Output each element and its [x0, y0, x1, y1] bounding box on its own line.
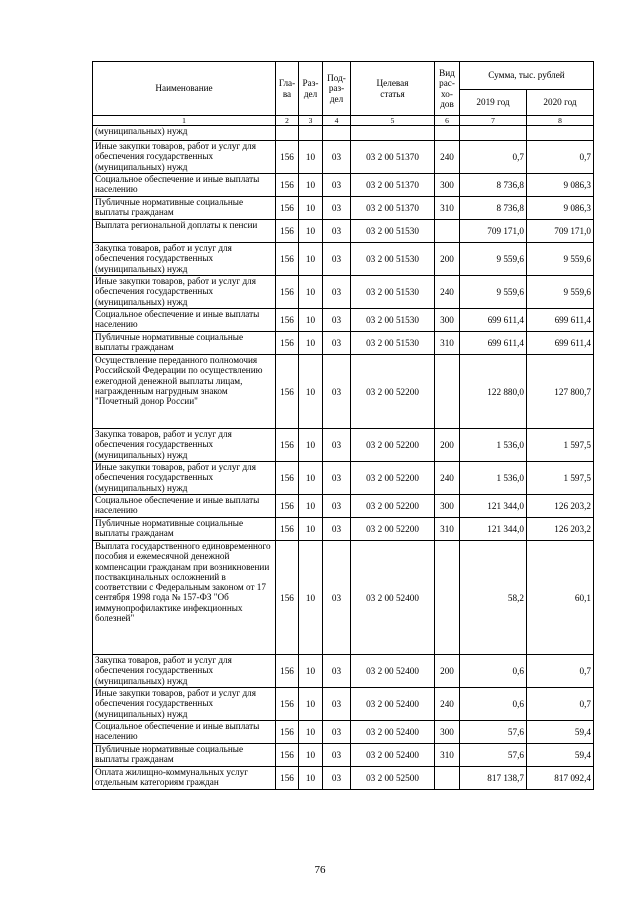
row-glava: 156: [276, 429, 299, 462]
table-row: [93, 518, 594, 541]
row-name: Закупка товаров, работ и услуг для обеспечения государственных (муниципальных) нужд: [93, 243, 276, 276]
row-razdel: 10: [299, 429, 323, 462]
row-vid: 200: [435, 243, 460, 276]
table-row: [93, 429, 594, 462]
row-podrazdel: 03: [323, 220, 351, 243]
row-podrazdel: 03: [323, 197, 351, 220]
row-razdel: 10: [299, 744, 323, 767]
row-vid: 310: [435, 332, 460, 355]
col-number: 3: [299, 116, 323, 126]
row-sum-2020: 9 559,6: [527, 243, 594, 276]
row-glava: 156: [276, 355, 299, 429]
row-glava: 156: [276, 332, 299, 355]
row-podrazdel: [323, 126, 351, 141]
header-2020: 2020 год: [527, 90, 594, 116]
table-row: [93, 141, 594, 174]
row-glava: 156: [276, 767, 299, 790]
row-sum-2020: 9 086,3: [527, 197, 594, 220]
table-row: [93, 721, 594, 744]
row-target: 03 2 00 51530: [351, 276, 435, 309]
row-name: Социальное обеспечение и иные выплаты населению: [93, 309, 276, 332]
row-podrazdel: 03: [323, 276, 351, 309]
row-razdel: [299, 126, 323, 141]
row-glava: 156: [276, 744, 299, 767]
row-name: Публичные нормативные социальные выплаты гражданам: [93, 518, 276, 541]
col-number: 7: [460, 116, 527, 126]
row-glava: 156: [276, 276, 299, 309]
row-target: 03 2 00 52200: [351, 355, 435, 429]
row-name: Социальное обеспечение и иные выплаты населению: [93, 495, 276, 518]
row-vid: 240: [435, 276, 460, 309]
header-vid: Вид рас- хо- дов: [435, 62, 460, 116]
row-podrazdel: 03: [323, 141, 351, 174]
row-glava: 156: [276, 721, 299, 744]
row-podrazdel: 03: [323, 518, 351, 541]
row-target: [351, 126, 435, 141]
column-numbers-row: [93, 116, 594, 126]
row-sum-2019: 0,7: [460, 141, 527, 174]
table-body: [93, 126, 594, 790]
row-target: 03 2 00 52400: [351, 655, 435, 688]
row-podrazdel: 03: [323, 688, 351, 721]
row-name: Закупка товаров, работ и услуг для обеспечения государственных (муниципальных) нужд: [93, 429, 276, 462]
row-razdel: 10: [299, 541, 323, 655]
row-name: Публичные нормативные социальные выплаты гражданам: [93, 332, 276, 355]
row-target: 03 2 00 51530: [351, 243, 435, 276]
table-row: [93, 174, 594, 197]
row-sum-2020: 9 086,3: [527, 174, 594, 197]
row-target: 03 2 00 52400: [351, 721, 435, 744]
table-row: [93, 309, 594, 332]
row-sum-2019: 121 344,0: [460, 518, 527, 541]
row-name: Публичные нормативные социальные выплаты гражданам: [93, 197, 276, 220]
row-sum-2019: 57,6: [460, 744, 527, 767]
row-podrazdel: 03: [323, 495, 351, 518]
row-vid: 310: [435, 197, 460, 220]
col-number: 2: [276, 116, 299, 126]
table-row: [93, 541, 594, 655]
row-podrazdel: 03: [323, 767, 351, 790]
row-target: 03 2 00 51530: [351, 332, 435, 355]
row-target: 03 2 00 52500: [351, 767, 435, 790]
row-sum-2020: 699 611,4: [527, 309, 594, 332]
row-sum-2020: 127 800,7: [527, 355, 594, 429]
row-target: 03 2 00 52400: [351, 744, 435, 767]
row-sum-2019: 699 611,4: [460, 309, 527, 332]
row-target: 03 2 00 51530: [351, 309, 435, 332]
row-razdel: 10: [299, 688, 323, 721]
row-podrazdel: 03: [323, 243, 351, 276]
row-podrazdel: 03: [323, 462, 351, 495]
row-razdel: 10: [299, 141, 323, 174]
table-row: [93, 276, 594, 309]
row-sum-2019: 1 536,0: [460, 429, 527, 462]
row-razdel: 10: [299, 276, 323, 309]
row-sum-2019: 699 611,4: [460, 332, 527, 355]
table-row: [93, 197, 594, 220]
row-sum-2019: 57,6: [460, 721, 527, 744]
row-name: Социальное обеспечение и иные выплаты населению: [93, 721, 276, 744]
row-podrazdel: 03: [323, 355, 351, 429]
row-glava: 156: [276, 541, 299, 655]
row-razdel: 10: [299, 197, 323, 220]
row-target: 03 2 00 51370: [351, 197, 435, 220]
row-glava: 156: [276, 462, 299, 495]
row-podrazdel: 03: [323, 541, 351, 655]
row-vid: [435, 126, 460, 141]
header-sum: Сумма, тыс. рублей: [460, 62, 594, 90]
row-vid: 300: [435, 495, 460, 518]
row-vid: 240: [435, 141, 460, 174]
row-sum-2020: 59,4: [527, 744, 594, 767]
row-razdel: 10: [299, 243, 323, 276]
row-name: Выплата региональной доплаты к пенсии: [93, 220, 276, 243]
row-target: 03 2 00 51370: [351, 141, 435, 174]
row-target: 03 2 00 52200: [351, 462, 435, 495]
row-sum-2020: 9 559,6: [527, 276, 594, 309]
row-target: 03 2 00 51370: [351, 174, 435, 197]
row-sum-2019: 709 171,0: [460, 220, 527, 243]
row-sum-2019: 121 344,0: [460, 495, 527, 518]
row-vid: [435, 541, 460, 655]
row-vid: 300: [435, 309, 460, 332]
table-row: [93, 220, 594, 243]
row-name: Публичные нормативные социальные выплаты гражданам: [93, 744, 276, 767]
table-row: [93, 462, 594, 495]
row-sum-2019: 1 536,0: [460, 462, 527, 495]
row-razdel: 10: [299, 655, 323, 688]
row-sum-2020: 126 203,2: [527, 495, 594, 518]
page-number: 76: [314, 864, 326, 876]
row-glava: 156: [276, 655, 299, 688]
row-vid: 300: [435, 174, 460, 197]
row-vid: [435, 355, 460, 429]
row-name: (муниципальных) нужд: [93, 126, 276, 141]
row-sum-2020: 709 171,0: [527, 220, 594, 243]
row-razdel: 10: [299, 495, 323, 518]
row-vid: 310: [435, 518, 460, 541]
row-target: 03 2 00 52200: [351, 429, 435, 462]
table-row: [93, 767, 594, 790]
table-row: [93, 688, 594, 721]
row-name: Социальное обеспечение и иные выплаты населению: [93, 174, 276, 197]
row-name: Оплата жилищно-коммунальных услуг отдельным категориям граждан: [93, 767, 276, 790]
row-target: 03 2 00 52200: [351, 518, 435, 541]
row-razdel: 10: [299, 332, 323, 355]
table-row: [93, 243, 594, 276]
row-podrazdel: 03: [323, 174, 351, 197]
header-2019: 2019 год: [460, 90, 527, 116]
row-sum-2019: 58,2: [460, 541, 527, 655]
row-sum-2019: 8 736,8: [460, 197, 527, 220]
row-razdel: 10: [299, 309, 323, 332]
table-row: [93, 655, 594, 688]
table-row: [93, 495, 594, 518]
row-sum-2020: 0,7: [527, 688, 594, 721]
header-podrazdel: Под- раз- дел: [323, 62, 351, 116]
row-target: 03 2 00 52400: [351, 688, 435, 721]
row-glava: 156: [276, 141, 299, 174]
row-podrazdel: 03: [323, 721, 351, 744]
row-sum-2020: 1 597,5: [527, 462, 594, 495]
row-vid: 240: [435, 462, 460, 495]
row-razdel: 10: [299, 174, 323, 197]
row-name: Закупка товаров, работ и услуг для обеспечения государственных (муниципальных) нужд: [93, 655, 276, 688]
row-sum-2020: 0,7: [527, 655, 594, 688]
header-glava: Гла- ва: [276, 62, 299, 116]
row-vid: 200: [435, 429, 460, 462]
header-target: Целевая статья: [351, 62, 435, 116]
row-razdel: 10: [299, 721, 323, 744]
row-glava: 156: [276, 243, 299, 276]
table-row: [93, 126, 594, 141]
row-target: 03 2 00 52400: [351, 541, 435, 655]
row-vid: 300: [435, 721, 460, 744]
col-number: 1: [93, 116, 276, 126]
table-row: [93, 355, 594, 429]
header-name: Наименование: [93, 62, 276, 116]
row-razdel: 10: [299, 462, 323, 495]
row-sum-2019: 0,6: [460, 655, 527, 688]
row-sum-2019: 0,6: [460, 688, 527, 721]
row-glava: 156: [276, 197, 299, 220]
row-name: Иные закупки товаров, работ и услуг для обеспечения государственных (муниципальных) нужд: [93, 276, 276, 309]
header-razdel: Раз- дел: [299, 62, 323, 116]
row-sum-2020: 59,4: [527, 721, 594, 744]
col-number: 8: [527, 116, 594, 126]
row-sum-2020: 60,1: [527, 541, 594, 655]
col-number: 5: [351, 116, 435, 126]
row-sum-2019: [460, 126, 527, 141]
row-sum-2020: 699 611,4: [527, 332, 594, 355]
row-sum-2020: [527, 126, 594, 141]
row-glava: 156: [276, 220, 299, 243]
row-target: 03 2 00 52200: [351, 495, 435, 518]
row-glava: 156: [276, 495, 299, 518]
table-row: [93, 332, 594, 355]
row-podrazdel: 03: [323, 429, 351, 462]
row-glava: 156: [276, 174, 299, 197]
row-target: 03 2 00 51530: [351, 220, 435, 243]
col-number: 4: [323, 116, 351, 126]
row-glava: 156: [276, 309, 299, 332]
row-name: Иные закупки товаров, работ и услуг для обеспечения государственных (муниципальных) нужд: [93, 141, 276, 174]
row-razdel: 10: [299, 355, 323, 429]
budget-table: [92, 61, 594, 790]
row-vid: [435, 220, 460, 243]
row-vid: 200: [435, 655, 460, 688]
row-vid: 240: [435, 688, 460, 721]
row-podrazdel: 03: [323, 744, 351, 767]
col-number: 6: [435, 116, 460, 126]
row-glava: 156: [276, 688, 299, 721]
row-sum-2019: 817 138,7: [460, 767, 527, 790]
row-razdel: 10: [299, 220, 323, 243]
row-vid: [435, 767, 460, 790]
row-name: Иные закупки товаров, работ и услуг для обеспечения государственных (муниципальных) нужд: [93, 688, 276, 721]
row-name: Иные закупки товаров, работ и услуг для обеспечения государственных (муниципальных) нужд: [93, 462, 276, 495]
row-razdel: 10: [299, 518, 323, 541]
row-podrazdel: 03: [323, 655, 351, 688]
row-glava: [276, 126, 299, 141]
row-sum-2019: 8 736,8: [460, 174, 527, 197]
row-name: Осуществление переданного полномочия Российской Федерации по осуществлению ежегодной денежной выплаты лицам, награжденным нагрудным знаком "Почетный донор России": [93, 355, 276, 429]
table-row: [93, 744, 594, 767]
row-sum-2020: 817 092,4: [527, 767, 594, 790]
row-podrazdel: 03: [323, 332, 351, 355]
row-sum-2020: 1 597,5: [527, 429, 594, 462]
row-sum-2020: 126 203,2: [527, 518, 594, 541]
row-sum-2019: 9 559,6: [460, 243, 527, 276]
row-razdel: 10: [299, 767, 323, 790]
row-podrazdel: 03: [323, 309, 351, 332]
row-glava: 156: [276, 518, 299, 541]
row-sum-2019: 122 880,0: [460, 355, 527, 429]
row-sum-2019: 9 559,6: [460, 276, 527, 309]
row-name: Выплата государственного единовременного пособия и ежемесячной денежной компенсации гражданам при возникновении поствакцинальных осложнений в соответствии с Федеральным законом от 17 сентября 1998 года № 157-ФЗ "Об иммунопрофилактике инфекционных болезней": [93, 541, 276, 655]
row-sum-2020: 0,7: [527, 141, 594, 174]
row-vid: 310: [435, 744, 460, 767]
